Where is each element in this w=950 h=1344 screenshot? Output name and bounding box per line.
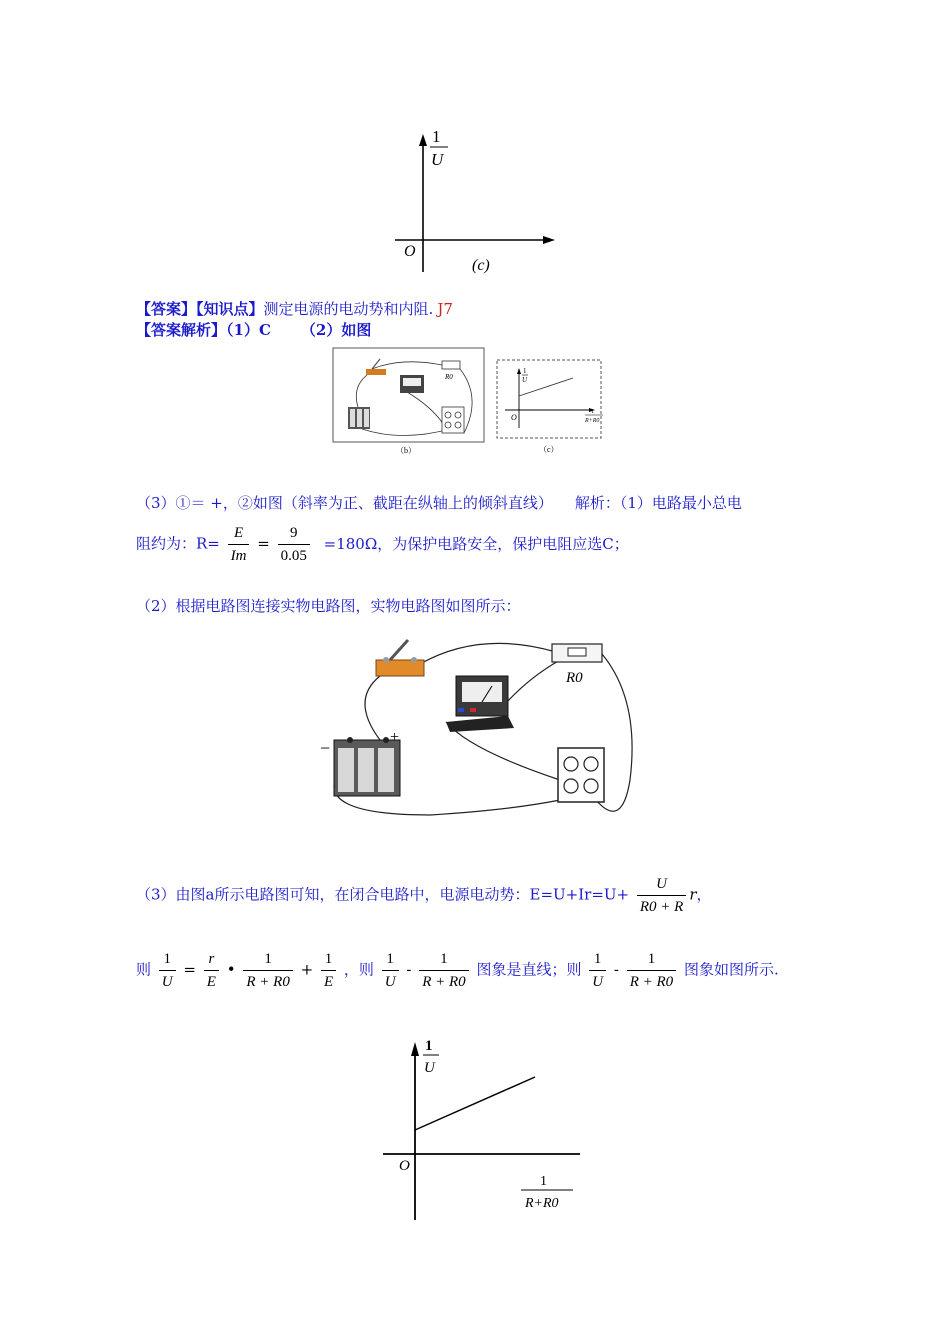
fig-c-caption: （c）	[539, 445, 559, 454]
answer-tag: 【答案】	[136, 300, 197, 318]
then-text-3: 图象如图所示.	[683, 960, 779, 979]
then-line	[136, 948, 779, 993]
bottom-y-den: U	[424, 1060, 435, 1076]
resistance-box	[558, 748, 604, 802]
frac-u-over-r0r: $\frac{U}{R0 + R}$	[637, 873, 686, 918]
dot-op: •	[226, 960, 236, 979]
frac-e-over-im: $\frac{E}{Im}$	[228, 522, 250, 567]
resistance-line	[136, 522, 629, 567]
switch	[376, 660, 424, 676]
answer-line	[136, 298, 453, 319]
bottom-x-den: R+R0	[525, 1196, 559, 1211]
para3-line	[136, 492, 742, 513]
circuit-figure	[310, 630, 650, 830]
ze-word: 则	[136, 960, 152, 979]
fig-b-caption: （b）	[396, 446, 416, 455]
emf-comma: ，	[696, 885, 712, 904]
analysis-part1: （1）C	[226, 321, 271, 339]
bottom-graph	[375, 1030, 595, 1220]
knowledge-tag: 【知识点】	[196, 300, 264, 318]
frac-1-over-r-r0-c: $\frac{1}{R + R0}$	[627, 948, 676, 993]
battery-plus: +	[390, 729, 400, 746]
frac-1-over-u-a: $\frac{1}{U}$	[159, 948, 176, 993]
bottom-x-num: 1	[540, 1174, 547, 1189]
frac-r-over-e: $\frac{r}{E}$	[204, 948, 219, 993]
analysis-line	[136, 319, 371, 340]
circuit-r0-label: R0	[566, 670, 583, 686]
fig-c-x-num: 1	[591, 409, 594, 415]
then-eq: =	[183, 960, 196, 979]
fig-b-r0-label: R0	[445, 373, 453, 381]
then-text-1: ，则	[343, 960, 374, 979]
small-graph-figure	[495, 358, 605, 456]
knowledge-text: 测定电源的电动势和内阻.	[263, 300, 434, 318]
fig-c-y-den: U	[522, 376, 528, 384]
emf-prefix: （3）由图a所示电路图可知，在闭合电路中，电源电动势：E=U+Ir=U+	[136, 885, 630, 904]
frac-1-over-r-r0-a: $\frac{1}{R + R0}$	[243, 948, 292, 993]
bottom-origin: O	[399, 1158, 410, 1174]
dash-2: -	[613, 960, 619, 979]
emf-r: r	[689, 885, 697, 904]
analysis-part2: （2）如图	[300, 321, 372, 339]
then-text-2: 图象是直线；则	[476, 960, 582, 979]
para2-line: （2）根据电路图连接实物电路图，实物电路图如图所示：	[136, 597, 521, 615]
frac-1-over-u-c: $\frac{1}{U}$	[589, 948, 606, 993]
frac-1-over-r-r0-b: $\frac{1}{R + R0}$	[419, 948, 468, 993]
top-graph	[390, 120, 570, 280]
frac-9-over-005: $\frac{9}{0.05}$	[278, 522, 310, 567]
bottom-y-num: 1	[425, 1038, 433, 1054]
equals-sign: =	[257, 534, 270, 553]
frac-1-over-e: $\frac{1}{E}$	[321, 948, 336, 993]
y-label-den: U	[431, 150, 444, 169]
para3-text-b: 解析：（1）电路最小总电	[574, 494, 742, 512]
dash-1: -	[406, 960, 412, 979]
origin-label: O	[404, 243, 416, 260]
fig-c-x-den: R+R0	[585, 418, 600, 424]
small-circuit-figure	[332, 347, 487, 455]
battery-minus: −	[320, 738, 331, 758]
knowledge-code: J7	[437, 300, 453, 318]
graph-caption: (c)	[472, 257, 490, 274]
plus-op: +	[300, 960, 314, 979]
fig-c-origin: O	[511, 413, 517, 422]
analysis-tag: 【答案解析】	[136, 321, 227, 339]
r-suffix: =180Ω，为保护电路安全，保护电阻应选C；	[323, 534, 629, 553]
frac-1-over-u-b: $\frac{1}{U}$	[382, 948, 399, 993]
y-label-num: 1	[432, 127, 441, 146]
emf-line	[136, 873, 712, 918]
r-prefix: 阻约为：R=	[136, 534, 220, 553]
para3-text-a: （3）①＝ +，②如图（斜率为正、截距在纵轴上的倾斜直线）	[136, 494, 553, 512]
fig-c-y-num: 1	[523, 367, 527, 375]
